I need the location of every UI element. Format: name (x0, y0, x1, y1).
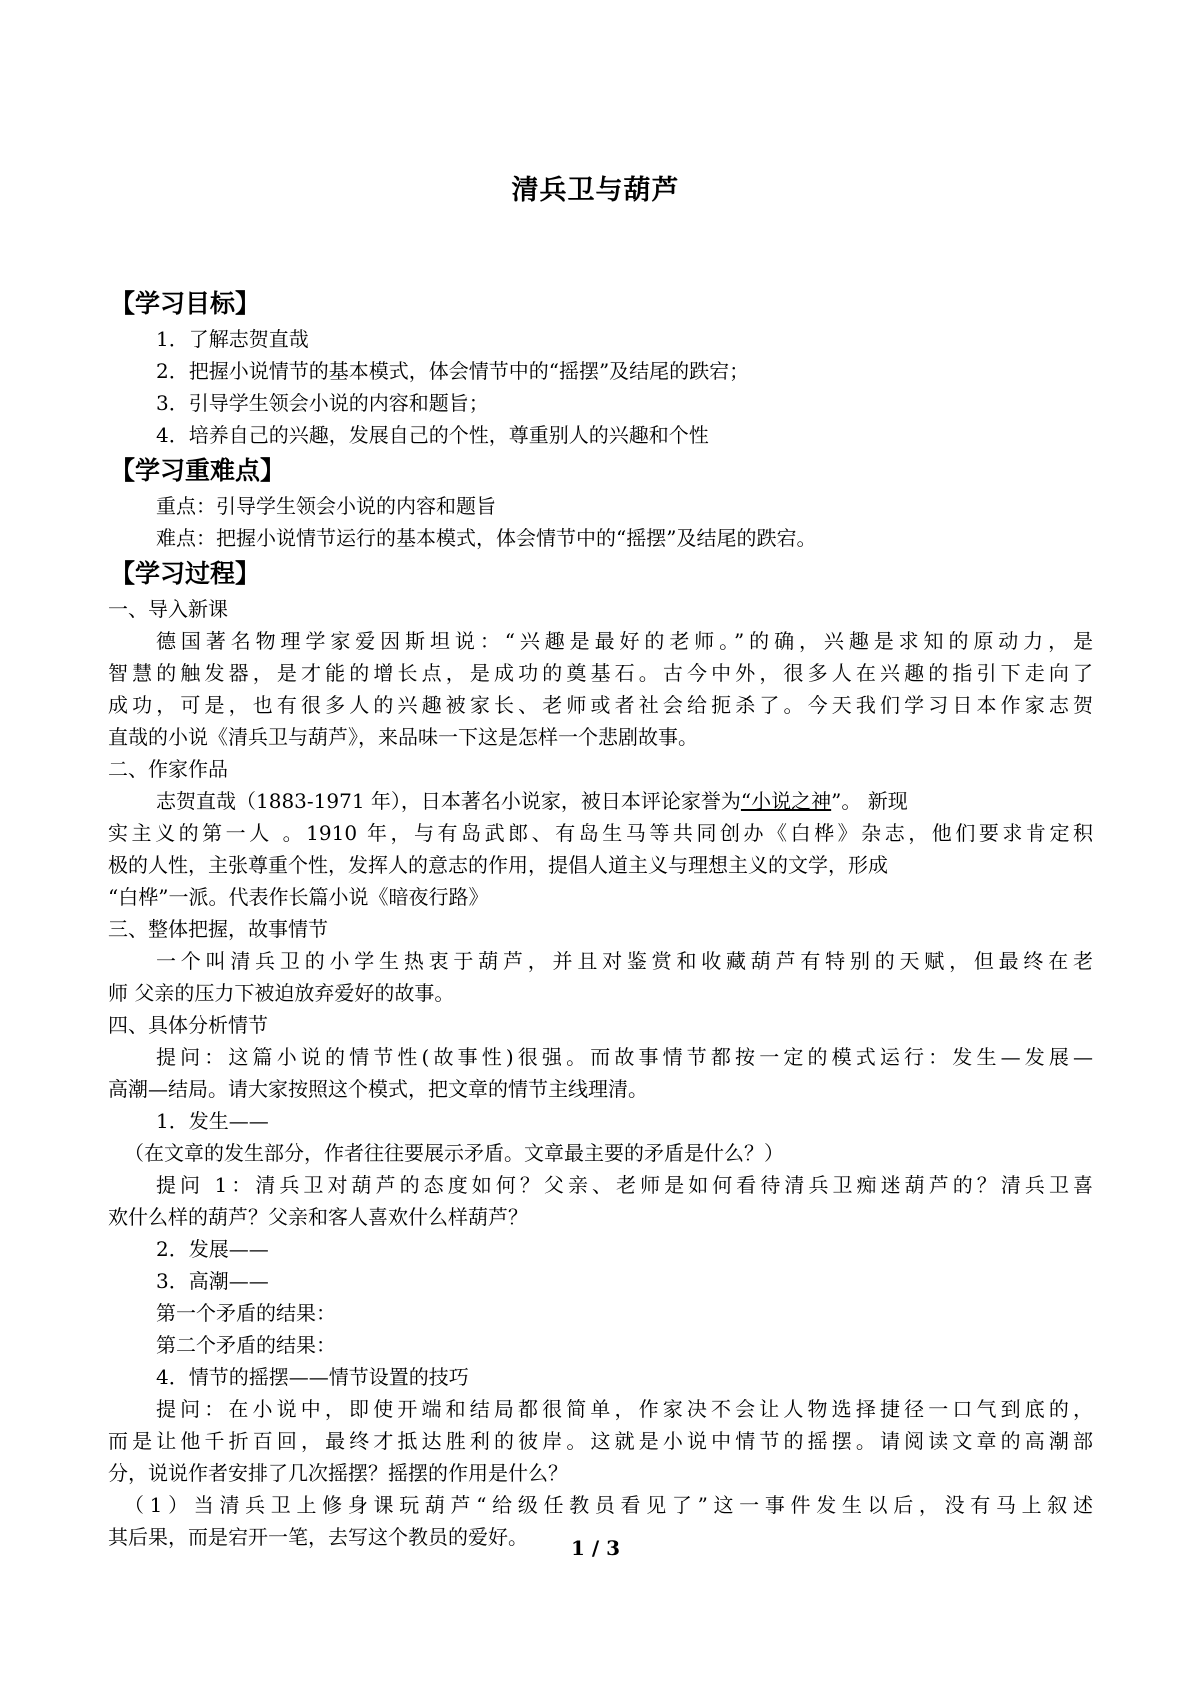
subsection-title-analysis: 四、具体分析情节 (108, 1013, 268, 1037)
goal-item: 3．引导学生领会小说的内容和题旨； (156, 391, 489, 415)
subsection-title-intro: 一、导入新课 (108, 597, 228, 621)
subsection-title-author: 二、作家作品 (108, 757, 228, 781)
author-intro-tail: ”。 新现 (831, 789, 908, 813)
plot-stage: 1．发生—— (156, 1109, 269, 1133)
paragraph-line (108, 785, 1093, 817)
paragraph-line: 而是让他千折百回，最终才抵达胜利的彼岸。这就是小说中情节的摇摆。请阅读文章的高潮部 (108, 1429, 1093, 1453)
section-heading-goals: 【学习目标】 (110, 289, 261, 318)
paragraph-line: 提问：在小说中，即使开端和结局都很简单，作家决不会让人物选择捷径一口气到底的， (156, 1397, 1093, 1421)
paragraph-line: 实主义的第一人 。1910 年，与有岛武郎、有岛生马等共同创办《白桦》杂志，他们要求肯定积 (108, 821, 1093, 845)
document-body (108, 284, 1093, 1553)
paragraph-line: “白桦”一派。代表作长篇小说《暗夜行路》 (108, 885, 489, 909)
paragraph-line: （1）当清兵卫上修身课玩葫芦“给级任教员看见了”这一事件发生以后，没有马上叙述 (124, 1493, 1093, 1517)
paragraph-line: 提问 1：清兵卫对葫芦的态度如何？父亲、老师是如何看待清兵卫痴迷葫芦的？清兵卫喜 (156, 1173, 1093, 1197)
plot-note: （在文章的发生部分，作者往往要展示矛盾。文章最主要的矛盾是什么？） (124, 1141, 784, 1165)
plot-stage: 4．情节的摇摆——情节设置的技巧 (156, 1365, 469, 1389)
section-heading-process: 【学习过程】 (110, 559, 261, 588)
document-title: 清兵卫与葫芦 (511, 175, 680, 206)
paragraph-line: 成功，可是，也有很多人的兴趣被家长、老师或者社会给扼杀了。今天我们学习日本作家志贺 (108, 693, 1093, 717)
plot-result: 第二个矛盾的结果： (156, 1333, 336, 1357)
paragraph-line: 极的人性，主张尊重个性，发挥人的意志的作用，提倡人道主义与理想主义的文学，形成 (108, 853, 888, 877)
paragraph-line: 师 父亲的压力下被迫放弃爱好的故事。 (108, 981, 455, 1005)
plot-result: 第一个矛盾的结果： (156, 1301, 336, 1325)
keypoint-item: 难点：把握小说情节运行的基本模式，体会情节中的“摇摆”及结尾的跌宕。 (156, 526, 817, 550)
author-intro-text: 志贺直哉（1883-1971 年），日本著名小说家，被日本评论家誉为 (156, 789, 741, 813)
section-heading-keypoints: 【学习重难点】 (110, 456, 286, 485)
paragraph-line: 一个叫清兵卫的小学生热衷于葫芦，并且对鉴赏和收藏葫芦有特别的天赋，但最终在老 (156, 949, 1093, 973)
paragraph-line: 智慧的触发器，是才能的增长点，是成功的奠基石。古今中外，很多人在兴趣的指引下走向了 (108, 661, 1093, 685)
goal-item: 1．了解志贺直哉 (156, 327, 309, 351)
subsection-title-plot: 三、整体把握，故事情节 (108, 917, 328, 941)
paragraph-line: 直哉的小说《清兵卫与葫芦》，来品味一下这是怎样一个悲剧故事。 (108, 725, 698, 749)
plot-stage: 2．发展—— (156, 1237, 269, 1261)
paragraph-line: 分，说说作者安排了几次摇摆？摇摆的作用是什么？ (108, 1461, 568, 1485)
paragraph-line: 德国著名物理学家爱因斯坦说：“兴趣是最好的老师。”的确，兴趣是求知的原动力，是 (156, 629, 1093, 653)
keypoint-item: 重点：引导学生领会小说的内容和题旨 (156, 494, 496, 518)
page-number: 1 / 3 (570, 1536, 621, 1560)
paragraph-line: 高潮—结局。请大家按照这个模式，把文章的情节主线理清。 (108, 1077, 648, 1101)
plot-stage: 3．高潮—— (156, 1269, 269, 1293)
underlined-epithet: “小说之神 (740, 789, 832, 813)
paragraph-line: 提问：这篇小说的情节性(故事性)很强。而故事情节都按一定的模式运行：发生—发展— (156, 1045, 1093, 1069)
goal-item: 4．培养自己的兴趣，发展自己的个性，尊重别人的兴趣和个性 (156, 423, 709, 447)
goal-item: 2．把握小说情节的基本模式，体会情节中的“摇摆”及结尾的跌宕； (156, 359, 750, 383)
paragraph-line: 其后果，而是宕开一笔，去写这个教员的爱好。 (108, 1525, 528, 1549)
paragraph-line: 欢什么样的葫芦？父亲和客人喜欢什么样葫芦？ (108, 1205, 528, 1229)
